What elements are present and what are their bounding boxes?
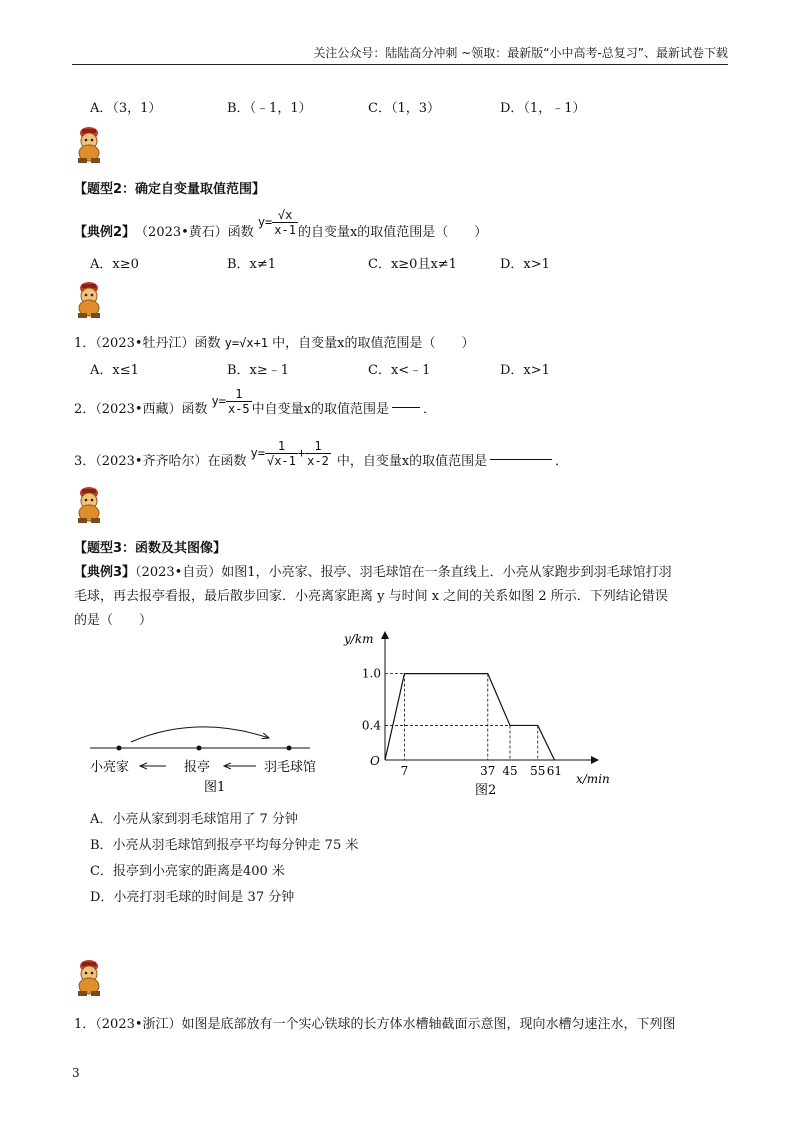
plus-sign: + <box>297 446 306 460</box>
option-a: A．x≤1 <box>90 363 139 378</box>
option-c: C．x≥0且x≠1 <box>368 257 457 272</box>
figure-caption: 图2 <box>475 783 497 798</box>
fraction-denominator: √x-1 <box>266 453 296 468</box>
option-d: D．（1，﹣1） <box>500 101 586 116</box>
formula-fraction-1 <box>265 439 298 468</box>
answer-blank <box>392 407 420 408</box>
formula-fraction <box>272 208 298 237</box>
problem-tail: 中，自变量x的取值范围是 <box>336 453 488 469</box>
gym-label: 羽毛球馆 <box>264 760 317 775</box>
fraction-numerator: 1 <box>305 439 331 454</box>
problem-1-stem <box>74 332 475 351</box>
problem-end: ． <box>423 401 437 417</box>
section-title: 【题型3：函数及其图像】 <box>74 541 227 556</box>
option-b: B．（﹣1，1） <box>227 101 312 116</box>
x-tick-label: 37 <box>480 764 496 778</box>
fraction-denominator: x-2 <box>307 453 329 468</box>
example-2-stem <box>74 205 487 255</box>
formula-lhs: y= <box>211 394 226 408</box>
example-3-line-3: 的是（ ） <box>74 613 153 628</box>
example-text: （2023•自贡）如图1，小亮家、报亭、羽毛球馆在一条直线上．小亮从家跑步到羽毛球馆打羽 <box>135 565 672 580</box>
formula-lhs: y= <box>257 215 273 229</box>
kiosk-dot <box>197 746 202 751</box>
option-a: A．x≥0 <box>90 257 139 272</box>
home-dot <box>117 746 122 751</box>
option-d: D．小亮打羽毛球的时间是 37 分钟 <box>90 890 295 905</box>
option-b: B．x≥﹣1 <box>227 363 290 378</box>
figure-2-chart <box>340 626 640 801</box>
x-tick-label: 7 <box>400 764 409 778</box>
answer-blank <box>490 459 552 460</box>
example-3-line-2: 毛球，再去报亭看报，最后散步回家．小亮离家距离 y 与时间 x 之间的关系如图 2 所示．下列结论错误 <box>74 589 668 604</box>
option-a: A．小亮从家到羽毛球馆用了 7 分钟 <box>90 812 298 827</box>
gym-dot <box>287 746 292 751</box>
fraction-denominator: x-1 <box>274 222 296 237</box>
problem-end: ． <box>555 453 569 469</box>
option-c: C．报亭到小亮家的距离是400 米 <box>90 864 285 879</box>
option-c: C．x<﹣1 <box>368 363 431 378</box>
mascot-icon <box>74 125 104 163</box>
figure-caption: 图1 <box>204 780 226 795</box>
kiosk-label: 报亭 <box>184 760 211 775</box>
example-tail: 的自变量x的取值范围是（ ） <box>297 224 488 240</box>
example-source: （2023•黄石）函数 <box>135 224 254 240</box>
option-d: D．x>1 <box>500 257 550 272</box>
option-a: A．（3，1） <box>90 101 162 116</box>
option-b: B．x≠1 <box>227 257 277 272</box>
y-tick-label: 1.0 <box>361 666 381 681</box>
problem-tail: 中自变量x的取值范围是 <box>251 401 390 417</box>
example-label: 【典例2】 <box>74 224 136 240</box>
formula-lhs: y= <box>250 446 265 460</box>
option-c: C．（1，3） <box>368 101 440 116</box>
figure-1 <box>86 716 336 796</box>
x-axis-label: x/min <box>576 772 610 786</box>
distance-line <box>385 674 554 760</box>
header-rule <box>72 64 728 65</box>
option-d: D．x>1 <box>500 363 550 378</box>
page-header: 关注公众号：陆陆高分冲刺 ~领取：最新版“小中高考-总复习”、最新试卷下载 <box>313 46 728 60</box>
problem-prefix: 3．（2023•齐齐哈尔）在函数 <box>74 453 247 469</box>
problem-tail: 中，自变量x的取值范围是（ ） <box>272 336 475 351</box>
problem-prefix: 1．（2023•牡丹江）函数 <box>74 336 221 351</box>
section-title: 【题型2：确定自变量取值范围】 <box>74 182 266 197</box>
home-label: 小亮家 <box>90 760 130 775</box>
origin-label: O <box>370 754 380 768</box>
curved-arrow <box>131 727 269 742</box>
mascot-icon <box>74 485 104 523</box>
example-label: 【典例3】 <box>74 565 136 580</box>
option-b: B．小亮从羽毛球馆到报亭平均每分钟走 75 米 <box>90 838 359 853</box>
fraction-numerator: √x <box>272 208 298 223</box>
formula-fraction <box>226 387 252 416</box>
example-3-line-1 <box>74 561 672 580</box>
problem-prefix: 2．（2023•西藏）函数 <box>74 401 208 417</box>
problem-3-stem <box>74 433 568 485</box>
fraction-numerator: 1 <box>226 387 252 402</box>
formula: y=√x+1 <box>224 336 269 350</box>
y-axis-label: y/km <box>344 632 374 646</box>
mascot-icon <box>74 958 104 996</box>
x-tick-label: 55 <box>530 764 546 778</box>
problem-4-stem: 1．（2023•浙江）如图是底部放有一个实心铁球的长方体水槽轴截面示意图，现向水槽匀速注水，下列图 <box>74 1017 676 1032</box>
fraction-numerator: 1 <box>265 439 298 454</box>
x-tick-label: 45 <box>502 764 518 778</box>
page-number: 3 <box>72 1066 80 1080</box>
formula-fraction-2 <box>305 439 331 468</box>
fraction-denominator: x-5 <box>227 401 250 416</box>
problem-2-stem <box>74 383 436 431</box>
y-tick-label: 0.4 <box>361 718 381 733</box>
x-tick-label: 61 <box>546 764 563 778</box>
mascot-icon <box>74 280 104 318</box>
